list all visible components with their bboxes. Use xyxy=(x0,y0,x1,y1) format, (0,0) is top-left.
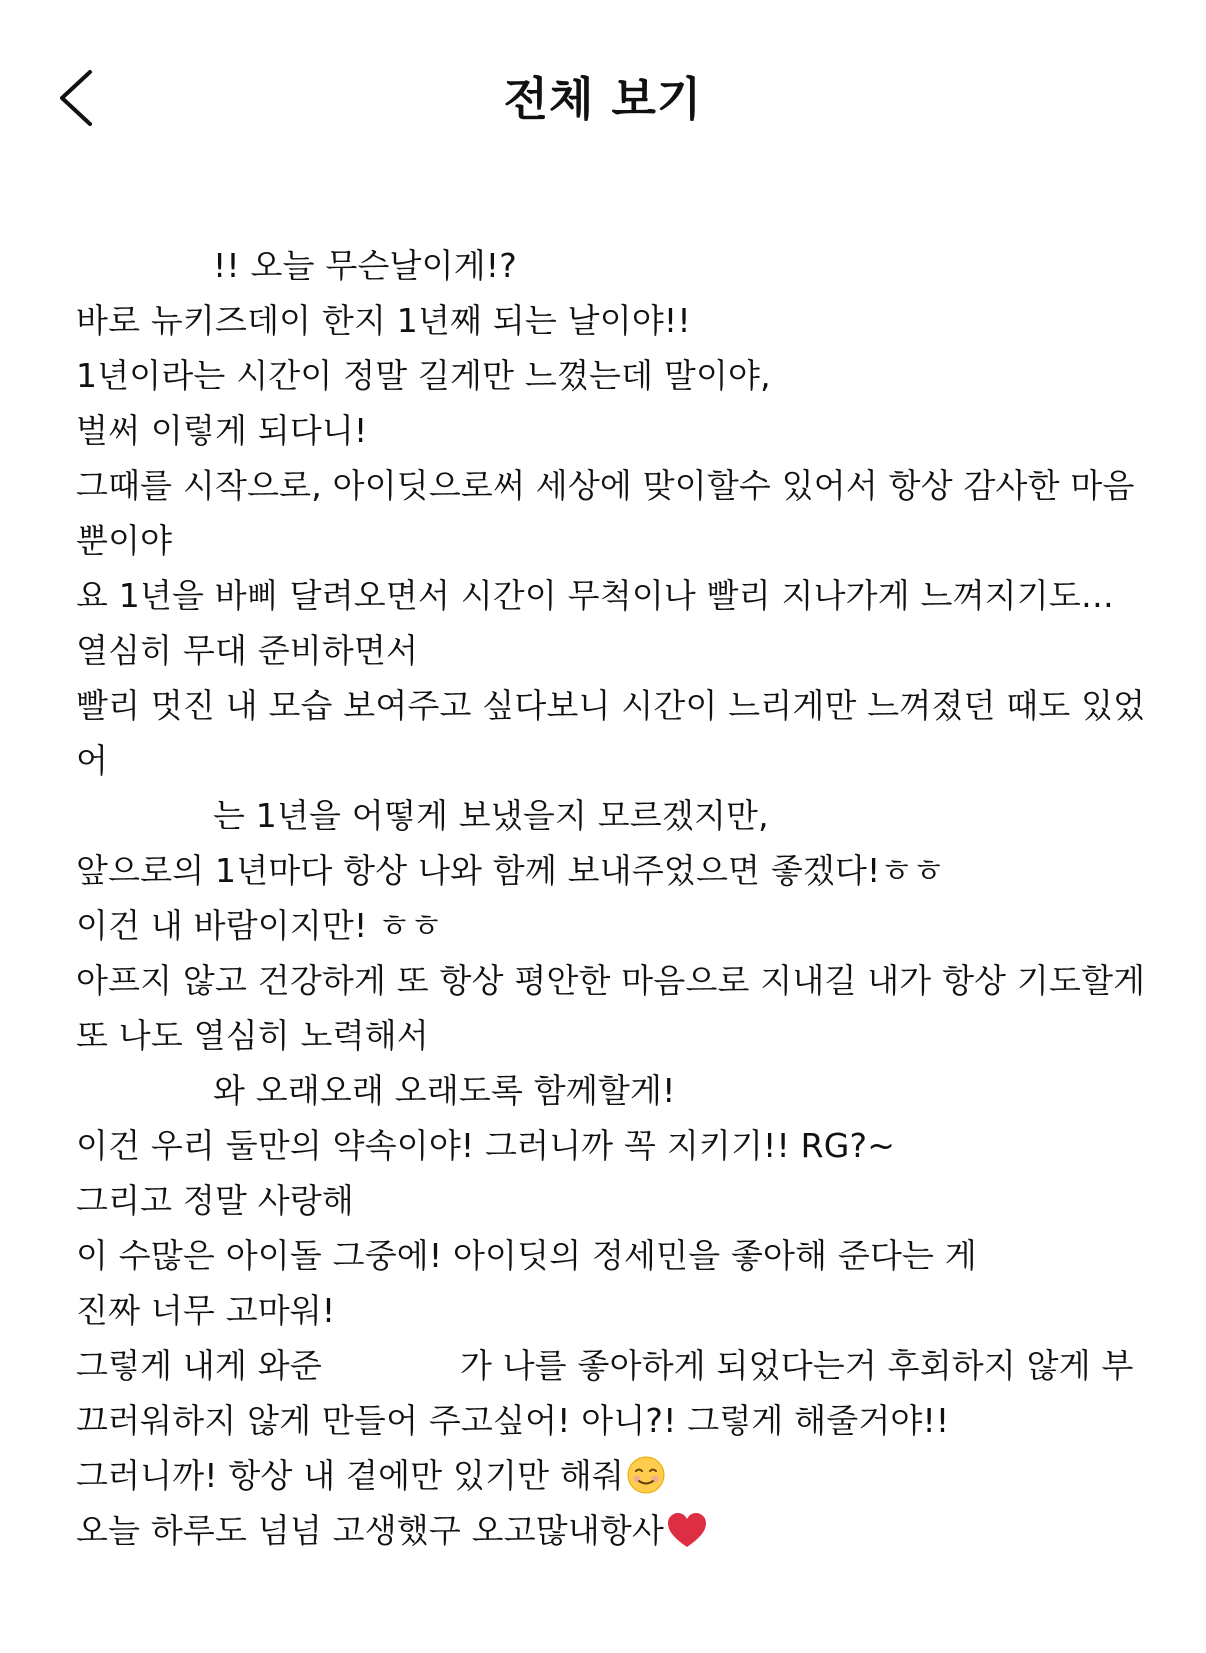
letter-line: 또 나도 열심히 노력해서 xyxy=(76,1016,429,1055)
letter-line: !! 오늘 무슨날이게!? xyxy=(76,238,1136,293)
redacted-name xyxy=(322,1353,460,1383)
letter-line: 1년이라는 시간이 정말 길게만 느꼈는데 말이야, xyxy=(76,356,771,395)
letter-line: 벌써 이렇게 되다니! xyxy=(76,411,368,450)
letter-line: 와 오래오래 오래도록 함께할게! xyxy=(76,1063,1136,1118)
letter-line: 바로 뉴키즈데이 한지 1년째 되는 날이야!! xyxy=(76,301,691,340)
letter-line: 이건 우리 둘만의 약속이야! 그러니까 꼭 지키기!! RG?~ xyxy=(76,1126,896,1165)
letter-line: 그러니까! 항상 내 곁에만 있기만 해줘 xyxy=(76,1448,1136,1503)
red-heart-icon xyxy=(666,1510,708,1566)
redacted-name xyxy=(76,803,213,833)
letter-line: 그리고 정말 사랑해 xyxy=(76,1181,355,1220)
letter-line: 열심히 무대 준비하면서 xyxy=(76,631,419,670)
letter-line: 아프지 않고 건강하게 또 항상 평안한 마음으로 지내길 내가 항상 기도할게 xyxy=(76,961,1146,1000)
letter-line: 그때를 시작으로, 아이딧으로써 세상에 맞이할수 있어서 항상 감사한 마음 xyxy=(76,466,1135,505)
letter-line: 이 수많은 아이돌 그중에! 아이딧의 정세민을 좋아해 준다는 게 xyxy=(76,1236,977,1275)
page-title: 전체 보기 xyxy=(503,72,703,126)
letter-line: 요 1년을 바삐 달려오면서 시간이 무척이나 빨리 지나가게 느껴지기도… xyxy=(76,576,1115,615)
letter-line: 는 1년을 어떻게 보냈을지 모르겠지만, xyxy=(76,788,1136,843)
letter-line: 빨리 멋진 내 모습 보여주고 싶다보니 시간이 느리게만 느껴졌던 때도 있었 xyxy=(76,686,1146,725)
letter-line: 끄러워하지 않게 만들어 주고싶어! 아니?! 그렇게 해줄거야!! xyxy=(76,1401,950,1440)
letter-line: 진짜 너무 고마워! xyxy=(76,1291,336,1330)
letter-line: 오늘 하루도 넘넘 고생했구 오고많내항사 xyxy=(76,1503,1136,1558)
redacted-name xyxy=(76,253,213,283)
letter-line: 이건 내 바람이지만! ㅎㅎ xyxy=(76,906,443,945)
header-bar xyxy=(0,0,1206,200)
letter-line: 어 xyxy=(76,741,109,780)
letter-line: 그렇게 내게 와준 가 나를 좋아하게 되었다는거 후회하지 않게 부 xyxy=(76,1346,1134,1385)
letter-line: 앞으로의 1년마다 항상 나와 함께 보내주었으면 좋겠다!ㅎㅎ xyxy=(76,851,945,890)
letter-body xyxy=(76,238,1146,1558)
redacted-name xyxy=(76,1078,213,1108)
letter-line: 뿐이야 xyxy=(76,521,173,560)
